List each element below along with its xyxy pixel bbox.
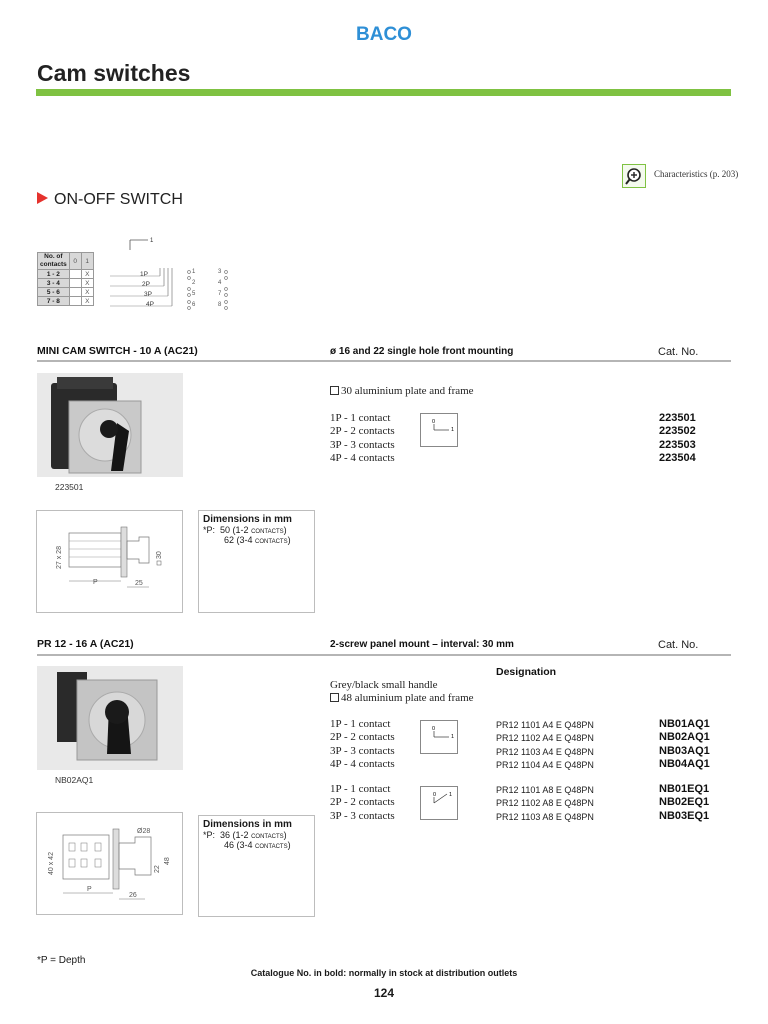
pr12-contact-row: 1P - 1 contact (330, 783, 391, 795)
dim-label: 22 (154, 865, 161, 873)
cell-0 (69, 297, 81, 306)
col-header-0: 0 (69, 253, 81, 270)
pole-label: 3P (144, 291, 152, 298)
contacts-cell: 7 - 8 (38, 297, 70, 306)
page-title: Cam switches (37, 60, 191, 86)
pr12-plate-text: 48 aluminium plate and frame (341, 692, 474, 704)
mini-dimension-drawing (36, 510, 183, 613)
cell-1: X (81, 270, 93, 279)
pr12-heading: PR 12 - 16 A (AC21) (37, 638, 134, 650)
dim-end: ) (287, 840, 291, 850)
mini-contact-list (330, 412, 395, 465)
contacts-cell: 5 - 6 (38, 288, 70, 297)
designation: PR12 1102 A8 E Q48PN (496, 798, 594, 809)
mini-catno-list (659, 412, 696, 465)
dim-label: 48 (164, 857, 171, 865)
dim-end: ) (283, 525, 287, 535)
dim-sc: contacts (251, 525, 284, 535)
mini-switch-symbol (420, 413, 458, 447)
contacts-header-cell (38, 253, 70, 270)
pr12-catno: NB03EQ1 (659, 809, 710, 822)
square-icon (330, 386, 339, 395)
mini-plate-line (330, 385, 474, 397)
terminal-label: 7 (218, 291, 222, 297)
pr12-cat-label: Cat. No. (658, 639, 699, 651)
section-title-text: ON-OFF SWITCH (54, 191, 183, 208)
dim-sc: contacts (255, 535, 288, 545)
mini-mounting: ø 16 and 22 single hole front mounting (330, 346, 514, 357)
cell-0 (69, 279, 81, 288)
dim-value: 62 (3-4 (224, 535, 256, 545)
cell-0 (69, 288, 81, 297)
mini-cat-label: Cat. No. (658, 346, 699, 358)
dim-label: 27 x 28 (56, 546, 63, 569)
dim-prefix: *P: (203, 830, 216, 840)
dim-label: 40 x 42 (48, 852, 55, 875)
symbol-label: 1 (451, 734, 455, 740)
terminal-label: 4 (218, 280, 222, 286)
terminal-label: 3 (218, 269, 222, 275)
pr12-rule (37, 654, 731, 656)
dim-end: ) (287, 535, 291, 545)
dim-label: 25 (135, 580, 143, 587)
designation: PR12 1103 A4 E Q48PN (496, 746, 594, 757)
pr12-catno: NB01EQ1 (659, 783, 710, 795)
pr12-designation-label: Designation (496, 666, 557, 678)
symbol-label: 0 (433, 792, 437, 798)
designation: PR12 1103 A8 E Q48PN (496, 811, 594, 822)
contact-schematic (110, 236, 245, 314)
mini-contact-row: 4P - 4 contacts (330, 451, 395, 464)
dim-label: 30 (156, 551, 163, 559)
pr12-catno: NB03AQ1 (659, 744, 710, 757)
pr12-contact-row: 3P - 3 contacts (330, 744, 395, 757)
pr12-dim-line1 (203, 830, 310, 840)
pr12-dimension-drawing (36, 812, 183, 915)
mini-catno: 223501 (659, 412, 696, 424)
red-arrow-icon (37, 192, 48, 204)
designation: PR12 1101 A4 E Q48PN (496, 720, 594, 730)
mini-contact-row: 1P - 1 contact (330, 412, 391, 424)
cell-1: X (81, 279, 93, 288)
contacts-header-line: contacts (40, 261, 67, 268)
pr12-group-a-catnos (659, 718, 710, 771)
page-number: 124 (373, 986, 395, 1000)
magnifier-plus-icon[interactable] (622, 164, 646, 188)
pr12-catno: NB02AQ1 (659, 731, 710, 744)
square-icon (330, 693, 339, 702)
dim-value: 50 (1-2 (220, 525, 252, 535)
col-header-1: 1 (81, 253, 93, 270)
mini-plate-text: 30 aluminium plate and frame (341, 385, 474, 397)
pr12-contact-row: 2P - 2 contacts (330, 796, 395, 809)
pr12-catno: NB02EQ1 (659, 796, 710, 809)
mini-dimensions-box (198, 510, 315, 613)
mini-heading: MINI CAM SWITCH - 10 A (AC21) (37, 345, 198, 357)
contacts-header-line: No. of (44, 253, 63, 260)
mini-contact-row: 2P - 2 contacts (330, 425, 395, 438)
mini-switch-photo (37, 373, 183, 477)
footer-note: Catalogue No. in bold: normally in stock at distribution outlets (250, 968, 518, 978)
contacts-cell: 3 - 4 (38, 279, 70, 288)
terminal-label: 6 (192, 302, 196, 308)
pole-label: 2P (142, 281, 150, 288)
terminal-label: 5 (192, 291, 196, 297)
mini-catno: 223503 (659, 438, 696, 451)
pr12-contact-row: 1P - 1 contact (330, 718, 391, 730)
pr12-plate-line (330, 692, 474, 704)
pr12-dimensions-box (198, 815, 315, 917)
mini-dim-line1 (203, 525, 310, 535)
symbol-label: 0 (432, 419, 436, 425)
symbol-label: 0 (432, 726, 436, 732)
cell-0 (69, 270, 81, 279)
pr12-group-a-labels (330, 718, 395, 771)
dim-label: 26 (129, 892, 137, 899)
pole-label: 1P (140, 271, 148, 278)
footnote: *P = Depth (37, 955, 86, 966)
pr12-group-b-catnos (659, 783, 709, 823)
pr12-catno: NB01AQ1 (659, 718, 710, 730)
title-underline-bar (36, 89, 731, 96)
symbol-label: 1 (451, 427, 455, 433)
pr12-dim-title: Dimensions in mm (203, 819, 292, 830)
section-title (37, 191, 183, 209)
pr12-switch-symbol-b (420, 786, 458, 820)
mini-dim-line2 (203, 535, 310, 545)
pole-label: 4P (146, 301, 154, 308)
pr12-group-b-designations (496, 784, 594, 824)
dim-label: P (87, 886, 92, 893)
pr12-catno: NB04AQ1 (659, 757, 710, 770)
contacts-cell: 1 - 2 (38, 270, 70, 279)
pr12-contact-row: 3P - 3 contacts (330, 809, 395, 822)
pr12-mounting: 2-screw panel mount – interval: 30 mm (330, 639, 514, 650)
pr12-group-a-designations (496, 719, 594, 772)
terminal-label: 1 (192, 269, 196, 275)
pr12-dim-line2 (203, 840, 310, 850)
characteristics-link[interactable]: Characteristics (p. 203) (654, 169, 739, 179)
mini-catno: 223504 (659, 451, 696, 464)
pr12-handle: Grey/black small handle (330, 679, 438, 691)
mini-photo-caption: 223501 (55, 482, 84, 492)
dim-end: ) (283, 830, 287, 840)
designation: PR12 1104 A4 E Q48PN (496, 759, 594, 770)
switch-label: 1 (150, 238, 154, 244)
cell-1: X (81, 288, 93, 297)
mini-rule (37, 360, 731, 362)
mini-contact-row: 3P - 3 contacts (330, 438, 395, 451)
pr12-photo-caption: NB02AQ1 (55, 775, 94, 785)
pr12-contact-row: 4P - 4 contacts (330, 757, 395, 770)
pr12-switch-symbol-a (420, 720, 458, 754)
pr12-switch-photo (37, 666, 183, 770)
dim-sc: contacts (251, 830, 284, 840)
mini-catno: 223502 (659, 425, 696, 438)
pr12-group-b-labels (330, 783, 395, 823)
dim-value: 46 (3-4 (224, 840, 256, 850)
dim-label: Ø28 (137, 828, 151, 835)
mini-dim-title: Dimensions in mm (203, 514, 292, 525)
cell-1: X (81, 297, 93, 306)
designation: PR12 1101 A8 E Q48PN (496, 785, 594, 795)
terminal-label: 8 (218, 302, 222, 308)
dim-value: 36 (1-2 (220, 830, 252, 840)
brand-logo: BACO (356, 24, 412, 45)
dim-prefix: *P: (203, 525, 216, 535)
symbol-label: 1 (449, 792, 453, 798)
dim-sc: contacts (255, 840, 288, 850)
terminal-label: 2 (192, 280, 196, 286)
dim-label: P (93, 579, 98, 586)
pr12-contact-row: 2P - 2 contacts (330, 731, 395, 744)
contacts-table (37, 252, 94, 306)
designation: PR12 1102 A4 E Q48PN (496, 733, 594, 744)
